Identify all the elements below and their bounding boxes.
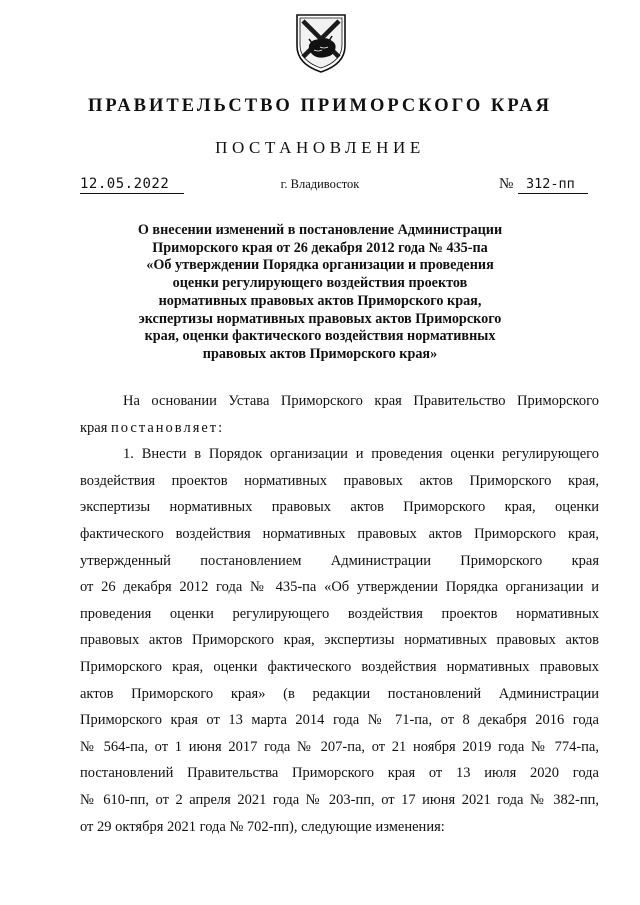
body-line: актов Приморского края» (в редакции постановлений Администрации [80,685,599,702]
body-line [80,415,599,442]
body-line: проведения оценки регулирующего воздействия проектов нормативных [80,605,599,622]
document-number: 312-пп [518,176,588,194]
document-date: 12.05.2022 [80,176,184,194]
body-line: фактического воздействия нормативных правовых актов Приморского края, [80,525,599,542]
body-text-fragment: края [80,419,112,436]
body-line: экспертизы нормативных правовых актов Приморского края, оценки [80,499,599,516]
subject-line: Приморского края от 26 декабря 2012 года № 435-па [152,239,488,256]
body-line: правовых актов Приморского края, экспертизы нормативных правовых актов [80,632,599,649]
document-type: ПОСТАНОВЛЕНИЕ [215,138,425,157]
subject-heading [100,222,540,364]
body-line: На основании Устава Приморского края Правительство Приморского [123,393,599,409]
body-line: от 26 декабря 2012 года № 435-па «Об утверждении Порядка организации и [80,579,599,596]
subject-line: правовых актов Приморского края» [202,345,438,362]
org-title: ПРАВИТЕЛЬСТВО ПРИМОРСКОГО КРАЯ [87,96,552,116]
body-line: от 29 октября 2021 года № 702-пп), следующие изменения: [80,818,445,835]
body-line: Приморского края, оценки фактического воздействия нормативных правовых [80,658,599,675]
body-line: № 610-пп, от 2 апреля 2021 года № 203-пп, от 17 июня 2021 года № 382-пп, [80,791,599,808]
number-label: № [499,176,514,192]
city: г. Владивосток [280,177,360,191]
subject-line: оценки регулирующего воздействия проектов [172,275,468,292]
body-line: постановлений Правительства Приморского края от 13 июля 2020 года [80,765,599,782]
document-body [80,388,599,840]
subject-line: «Об утверждении Порядка организации и проведения [146,257,494,274]
subject-line: края, оценки фактического воздействия нормативных [144,328,496,345]
body-line: № 564-па, от 1 июня 2017 года № 207-па, от 21 ноября 2019 года № 774-па, [80,738,599,755]
body-line: утвержденный постановлением Администрации Приморского края [80,552,599,569]
body-line: Приморского края от 13 марта 2014 года № 71-па, от 8 декабря 2016 года [80,712,599,729]
subject-line: нормативных правовых актов Приморского края, [158,292,482,309]
subject-line: О внесении изменений в постановление Администрации [137,222,503,238]
body-line: воздействия проектов нормативных правовых актов Приморского края, [80,472,599,489]
coat-of-arms-icon [294,12,348,74]
body-line: 1. Внести в Порядок организации и проведения оценки регулирующего [123,446,599,463]
decree-word: постановляет: [111,419,225,436]
subject-line: экспертизы нормативных правовых актов Приморского [138,310,502,327]
